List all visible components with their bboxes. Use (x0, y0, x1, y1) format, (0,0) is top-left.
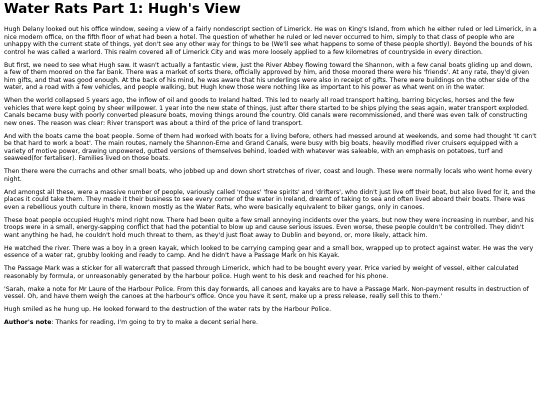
story-paragraph: These boat people occupied Hugh's mind right now. There had been quite a few small annoying incidents over the years, but now they were increasing in number, and his troops were in a small, energy-sapping conflict that had the potential to blow up and cause serious issues. Even worse, these people couldn't be controlled. They didn't want anything he had, he couldn't hold much threat to them, as they'd just float away to Dublin and beyond, or, more likely, attack him. (4, 216, 534, 239)
story-paragraph: He watched the river. There was a boy in a green kayak, which looked to be carrying camping gear and a small box, wrapped up to protect against water. He was the very essence of a water rat, grubby looking and ready to camp. And he didn't have a Passage Mark on his Kayak. (4, 244, 534, 260)
story-body (4, 26, 537, 327)
story-paragraph: And amongst all these, were a massive number of people, variously called 'rogues' 'free spirits' and 'drifters', who didn't just live off their boat, but also lived for it, and the places it could take them. They made it their business to see every corner of the water in Ireland, dreamt of taking to sea and often lived aboard their boats. There was even a rebellious youth culture in there, known mostly as the Water Rats, who were basically equivalent to biker gangs, only in canoes. (4, 188, 536, 211)
story-paragraph: Hugh smiled as he hung up. He looked forward to the destruction of the water rats by the Harbour Police. (4, 306, 332, 314)
authors-note-label: Author's note (4, 319, 52, 327)
story-paragraph: Then there were the currachs and other small boats, who jobbed up and down short stretches of river, coast and lough. These were normally locals who went home every night. (4, 168, 533, 183)
story-paragraph: Hugh Delany looked out his office window, seeing a view of a fairly nondescript section of Limerick. He was on King's Island, from which he either ruled or led Limerick, in a nice modern office, on the fifth floor of what had been a hotel. The question of whether he ruled or led never occurred to him, simply to that class of people who are unhappy with the current state of things, yet don't see any other way for things to be (We'll see what happens to some of these people shortly). Beyond the bounds of his control he was called a warlord. This realm covered all of Limerick City and was more loosely applied to a few kilometres of countryside in every direction. (4, 26, 537, 56)
story-paragraph: The Passage Mark was a sticker for all watercraft that passed through Limerick, which had to be bought every year. Price varied by weight of vessel, either calculated reasonably by formula, or unreasonably generated by the harbour police. Hugh went to his desk and reached for his phone. (4, 265, 519, 280)
story-paragraph: But first, we need to see what Hugh saw. It wasn't actually a fantastic view, just the River Abbey flowing toward the Shannon, with a few canal boats gliding up and down, a few of them moored on the far bank. There was a market of sorts there, officially approved by him, and those moored there were his 'friends'. At any rate, they'd given him gifts, and that was good enough. At the back of his mind, he was aware that his underlings were also in receipt of gifts. There were buildings on the other side of the water, and a road with a few vehicles, and people walking, but Hugh knew those were nothing like as important to his power as what went on in the water. (4, 61, 533, 92)
authors-note (4, 319, 537, 327)
authors-note-text: : Thanks for reading, I'm going to try to make a decent serial here. (51, 319, 258, 327)
story-paragraph: And with the boats came the boat people. Some of them had worked with boats for a living before, others had messed around at weekends, and some had thought 'It can't be that hard to work a boat'. The main routes, namely the Shannon-Erne and Grand Canals, were busy with big boats, heavily modified river cruisers equipped with a variety of motive power, drawing unpowered, gutted versions of themselves behind, loaded with whatever was saleable, with an emphasis on potatoes, turf and seaweed(for fertaliser). Families lived on those boats. (4, 132, 537, 163)
story-title: Water Rats Part 1: Hugh's View (4, 2, 241, 17)
story-paragraph: 'Sarah, make a note for Mr Laure of the Harbour Police. From this day forwards, all canoes and kayaks are to have a Passage Mark. Non-payment results in destruction of vessel. Oh, and have them weigh the canoes at the harbour's office. Once you have it sent, make up a press release, really sell this to them.' (4, 285, 529, 301)
story-paragraph: When the world collapsed 5 years ago, the inflow of oil and goods to Ireland halted. This led to nearly all road transport halting, barring bicycles, horses and the few vehicles that were kept going by sheer willpower. 1 year into the new state of things, just after there started to be ships plying the seas again, water transport exploded. Canals became busy with poorly converted pleasure boats, moving things around the country. Old canals were recommissioned, and there was even talk of constructing new ones. The reason was clear: River transport was about a third of the price of land transport. (4, 97, 529, 127)
